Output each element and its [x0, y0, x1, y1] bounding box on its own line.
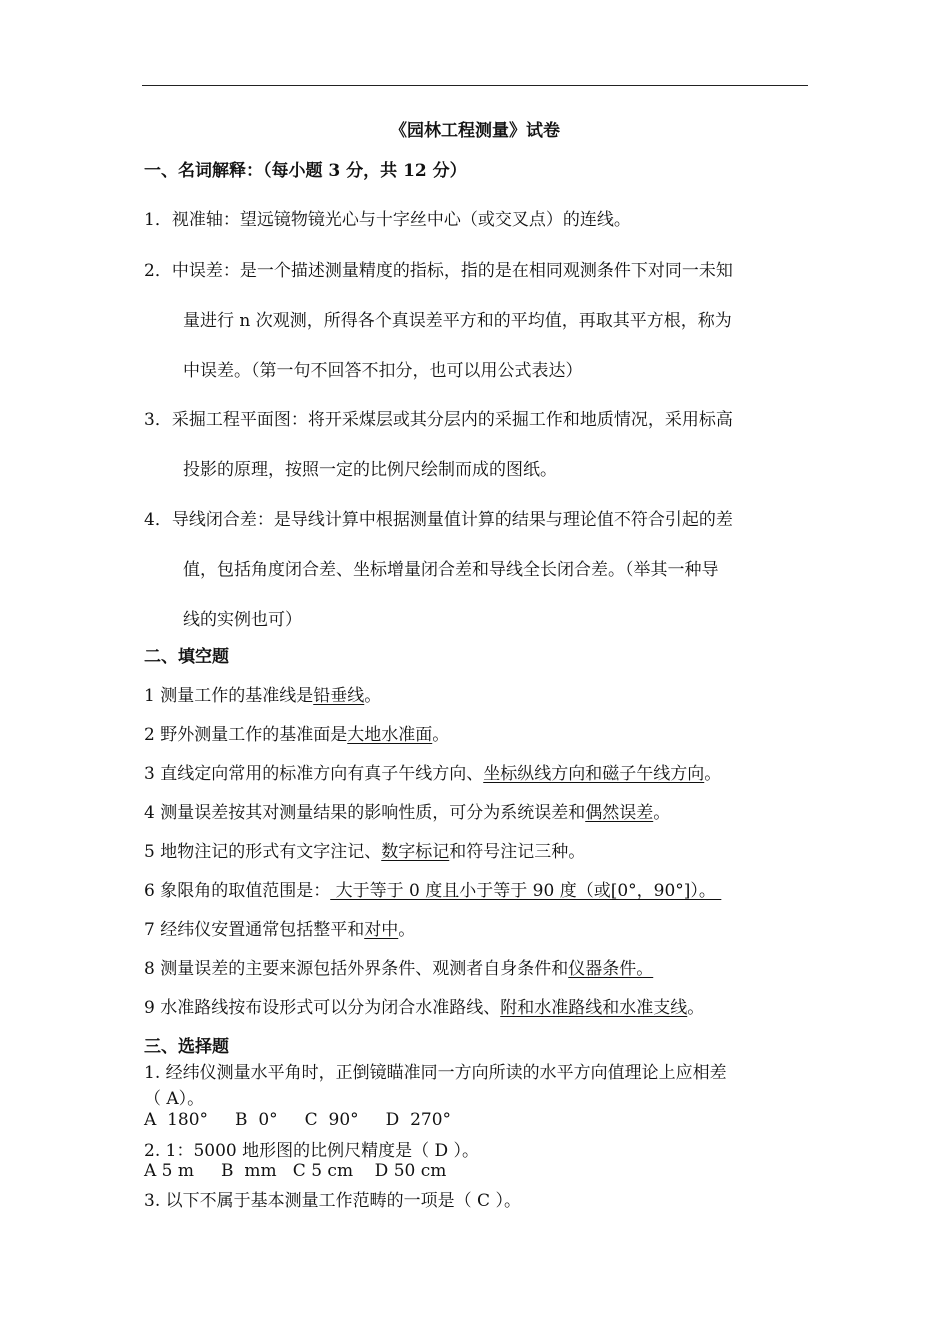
fill-item-4 [144, 798, 670, 823]
fill-answer: 大地水准面 [347, 725, 433, 745]
choice-q2: 2. 1：5000 地形图的比例尺精度是（ D ）。 [144, 1141, 480, 1161]
fill-item-6 [144, 876, 721, 901]
s1-item3-line2: 投影的原理，按照一定的比例尺绘制而成的图纸。 [183, 460, 557, 480]
s1-item4-line3: 线的实例也可） [183, 610, 302, 630]
fill-text: 7 经纬仪安置通常包括整平和 [144, 920, 365, 940]
fill-text: 6 象限角的取值范围是： [144, 881, 331, 901]
choice-q1-cont: （ A）。 [144, 1089, 205, 1109]
fill-answer: 对中 [364, 920, 399, 940]
section2-heading: 二、填空题 [144, 647, 229, 667]
fill-text: 和符号注记三种。 [449, 842, 586, 862]
fill-answer: 坐标纵线方向和磁子午线方向 [483, 764, 705, 784]
choice-q1: 1. 经纬仪测量水平角时，正倒镜瞄准同一方向所读的水平方向值理论上应相差 [144, 1063, 727, 1083]
section1-heading: 一、名词解释：（每小题 3 分，共 12 分） [144, 161, 467, 181]
fill-text: 。 [687, 998, 705, 1018]
fill-text: 1 测量工作的基准线是 [144, 686, 314, 706]
fill-answer: 偶然误差 [585, 803, 654, 823]
choice-q3: 3. 以下不属于基本测量工作范畴的一项是（ C ）。 [144, 1191, 521, 1211]
fill-item-3 [144, 759, 721, 784]
fill-text: 2 野外测量工作的基准面是 [144, 725, 348, 745]
fill-text: 。 [398, 920, 416, 940]
s1-item3-line1: 3．采掘工程平面图：将开采煤层或其分层内的采掘工作和地质情况，采用标高 [144, 410, 733, 430]
fill-item-8 [144, 954, 653, 979]
choice-q2-options: A 5 m B mm C 5 cm D 50 cm [144, 1161, 447, 1181]
choice-q1-options: A 180° B 0° C 90° D 270° [144, 1110, 452, 1130]
fill-text: 。 [364, 686, 382, 706]
fill-answer: 铅垂线 [313, 686, 365, 706]
s1-item1-line1: 1．视准轴：望远镜物镜光心与十字丝中心（或交叉点）的连线。 [144, 210, 631, 230]
fill-text: 4 测量误差按其对测量结果的影响性质，可分为系统误差和 [144, 803, 586, 823]
fill-text: 9 水准路线按布设形式可以分为闭合水准路线、 [144, 998, 501, 1018]
fill-text: 。 [704, 764, 722, 784]
header-rule [142, 85, 808, 86]
fill-text: 8 测量误差的主要来源包括外界条件、观测者自身条件和 [144, 959, 569, 979]
fill-text: 。 [653, 803, 671, 823]
fill-item-5 [144, 837, 585, 862]
s1-item4-line2: 值，包括角度闭合差、坐标增量闭合差和导线全长闭合差。（举其一种导 [183, 560, 719, 580]
fill-answer: 附和水准路线和水准支线 [500, 998, 688, 1018]
fill-text: 3 直线定向常用的标准方向有真子午线方向、 [144, 764, 484, 784]
fill-item-1 [144, 681, 381, 706]
fill-text: 5 地物注记的形式有文字注记、 [144, 842, 382, 862]
fill-item-7 [144, 915, 415, 940]
fill-answer: 仪器条件。 [568, 959, 654, 979]
fill-item-9 [144, 993, 704, 1018]
fill-answer: 大于等于 0 度且小于等于 90 度（或[0°，90°]）。 [330, 881, 722, 901]
section3-heading: 三、选择题 [144, 1037, 229, 1057]
fill-text: 。 [432, 725, 450, 745]
fill-item-2 [144, 720, 449, 745]
fill-answer: 数字标记 [381, 842, 450, 862]
s1-item2-line3: 中误差。（第一句不回答不扣分，也可以用公式表达） [183, 361, 583, 381]
s1-item4-line1: 4．导线闭合差：是导线计算中根据测量值计算的结果与理论值不符合引起的差 [144, 510, 733, 530]
page-title: 《园林工程测量》试卷 [390, 121, 560, 141]
s1-item2-line1: 2．中误差：是一个描述测量精度的指标，指的是在相同观测条件下对同一未知 [144, 261, 733, 281]
s1-item2-line2: 量进行 n 次观测，所得各个真误差平方和的平均值，再取其平方根，称为 [183, 311, 732, 331]
